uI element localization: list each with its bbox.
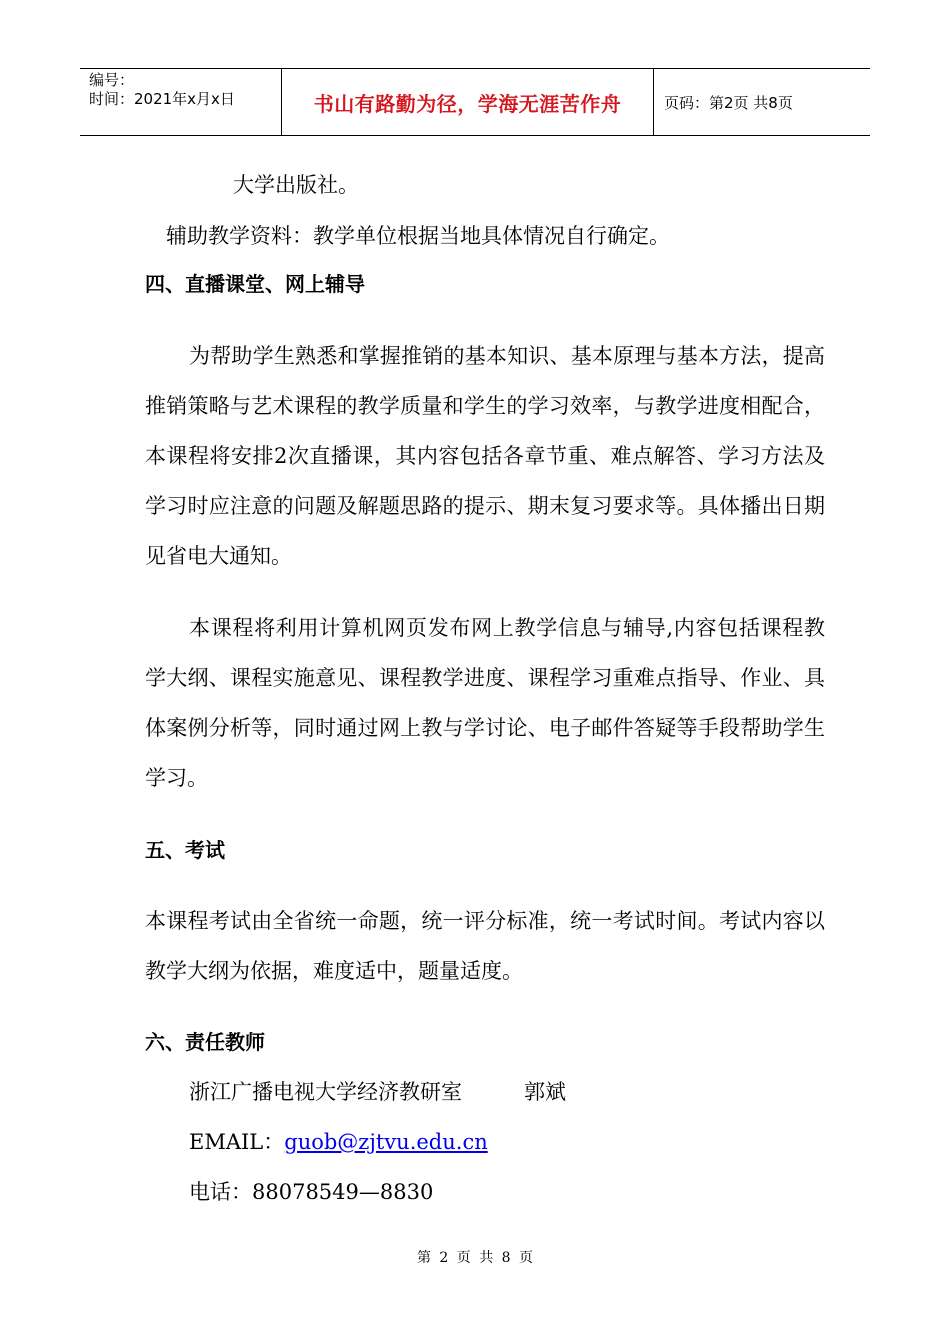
section-5-paragraph: 本课程考试由全省统一命题，统一评分标准，统一考试时间。考试内容以教学大纲为依据，难度适中，题量适度。 bbox=[145, 909, 825, 983]
section-4-paragraph-2: 本课程将利用计算机网页发布网上教学信息与辅导,内容包括课程教学大纲、课程实施意见、课程教学进度、课程学习重难点指导、作业、具体案例分析等，同时通过网上教与学讨论、电子邮件答疑等手段帮助学生学习。 bbox=[145, 616, 825, 790]
page-footer: 第 2 页 共 8 页 bbox=[416, 1250, 534, 1266]
teacher-name: 郭斌 bbox=[524, 1080, 566, 1104]
header-number-label: 编号： bbox=[89, 71, 135, 89]
email-line bbox=[189, 1130, 488, 1154]
section-4-paragraph-1: 为帮助学生熟悉和掌握推销的基本知识、基本原理与基本方法，提高推销策略与艺术课程的教学质量和学生的学习效率，与教学进度相配合，本课程将安排2次直播课，其内容包括各章节重、难点解答、学习方法及学习时应注意的问题及解题思路的提示、期末复习要求等。具体播出日期见省电大通知。 bbox=[145, 344, 825, 568]
header-page-info: 页码：第2页 共8页 bbox=[664, 93, 793, 112]
teacher-org: 浙江广播电视大学经济教研室 bbox=[189, 1080, 462, 1104]
aux-materials-line: 辅助教学资料：教学单位根据当地具体情况自行确定。 bbox=[166, 224, 670, 248]
section-4-heading: 四、直播课堂、网上辅导 bbox=[145, 272, 365, 296]
header-time-label: 时间：2021年x月x日 bbox=[89, 90, 235, 108]
phone-line: 电话：88078549—8830 bbox=[189, 1180, 434, 1204]
section-5-heading: 五、考试 bbox=[145, 838, 225, 862]
header-motto: 书山有路勤为径，学海无涯苦作舟 bbox=[313, 91, 622, 116]
section-6-heading: 六、责任教师 bbox=[145, 1030, 265, 1054]
email-label: EMAIL： bbox=[189, 1130, 285, 1154]
email-link[interactable]: guob@zjtvu.edu.cn bbox=[284, 1130, 488, 1154]
continued-line: 大学出版社。 bbox=[233, 173, 359, 197]
